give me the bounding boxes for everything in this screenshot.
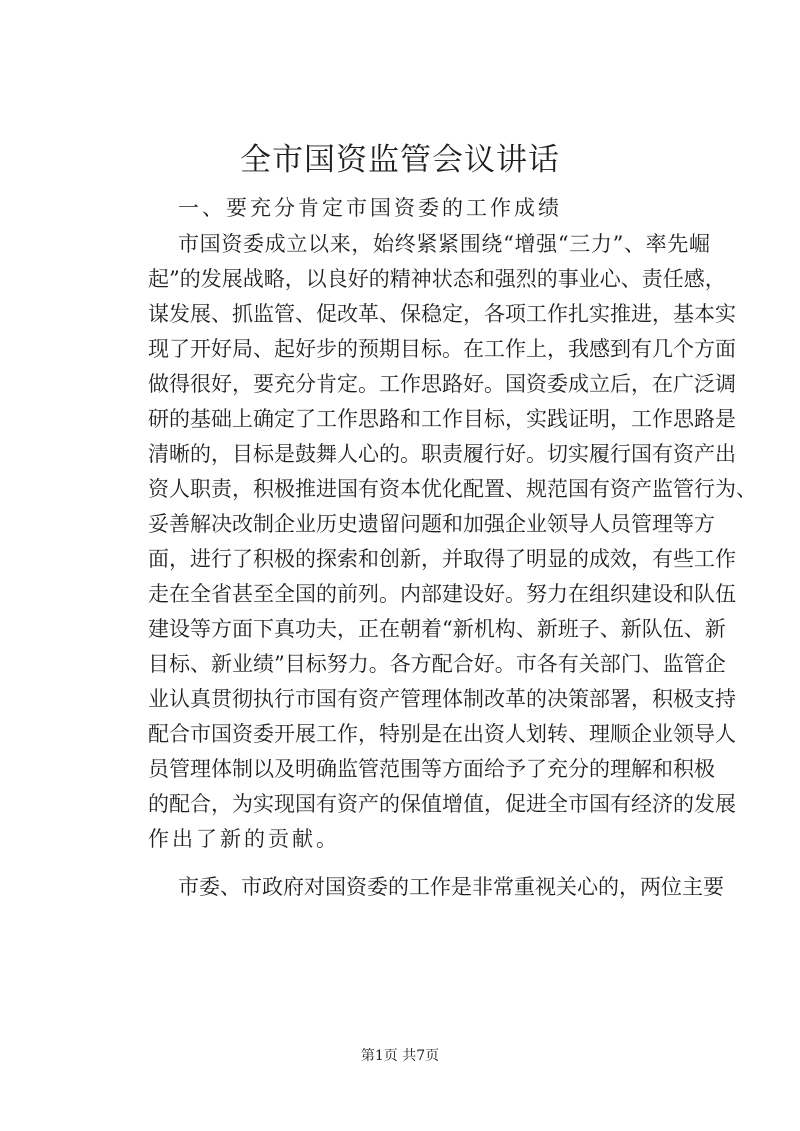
paragraph-line: 现了开好局、起好步的预期目标。在工作上，我感到有几个方面	[148, 337, 736, 361]
paragraph-line: 做得很好，要充分肯定。工作思路好。国资委成立后，在广泛调	[148, 372, 736, 396]
paragraph-line: 谋发展、抓监管、促改革、保稳定，各项工作扎实推进，基本实	[148, 302, 736, 326]
paragraph-line: 目标、新业绩”目标努力。各方配合好。市各有关部门、监管企	[148, 652, 726, 676]
page-footer: 第1页 共7页	[360, 1048, 440, 1064]
paragraph-line: 妥善解决改制企业历史遗留问题和加强企业领导人员管理等方	[148, 512, 715, 536]
paragraph-line: 走在全省甚至全国的前列。内部建设好。努力在组织建设和队伍	[148, 582, 736, 606]
paragraph-line: 市国资委成立以来，始终紧紧围绕“增强“三力”、率先崛	[178, 232, 710, 256]
section-heading: 一、要充分肯定市国资委的工作成绩	[178, 196, 562, 220]
paragraph-line: 起”的发展战略，以良好的精神状态和强烈的事业心、责任感，	[148, 267, 726, 291]
paragraph-line: 员管理体制以及明确监管范围等方面给予了充分的理解和积极	[148, 757, 715, 781]
paragraph-line: 面，进行了积极的探索和创新，并取得了明显的成效，有些工作	[148, 547, 736, 571]
paragraph-line: 研的基础上确定了工作思路和工作目标，实践证明，工作思路是	[148, 407, 736, 431]
paragraph-line: 业认真贯彻执行市国有资产管理体制改革的决策部署，积极支持	[148, 687, 736, 711]
paragraph-line: 作出了新的贡献。	[148, 827, 340, 851]
paragraph-line: 清晰的，目标是鼓舞人心的。职责履行好。切实履行国有资产出	[148, 442, 736, 466]
document-title: 全市国资监管会议讲话	[240, 142, 560, 178]
paragraph-line: 配合市国资委开展工作，特别是在出资人划转、理顺企业领导人	[148, 722, 736, 746]
paragraph-line: 建设等方面下真功夫，正在朝着“新机构、新班子、新队伍、新	[148, 617, 726, 641]
paragraph-line: 市委、市政府对国资委的工作是非常重视关心的，两位主要	[178, 875, 724, 899]
paragraph-line: 资人职责，积极推进国有资本优化配置、规范国有资产监管行为、	[148, 477, 757, 501]
paragraph-line: 的配合，为实现国有资产的保值增值，促进全市国有经济的发展	[148, 792, 736, 816]
